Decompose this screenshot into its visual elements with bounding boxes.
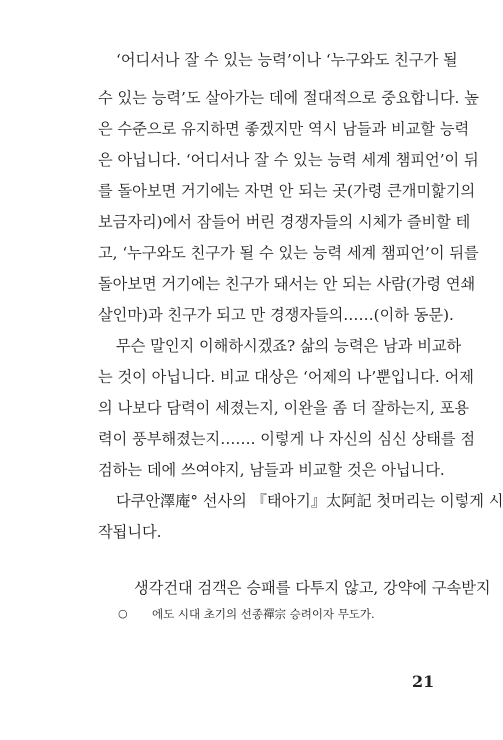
text-line-17: 생각건대 검객은 승패를 다투지 않고, 강약에 구속받지 [134,579,491,597]
text-line-5: 를 돌아보면 거기에는 자면 안 되는 곳(가령 큰개미핥기의 [98,182,476,200]
text-line-15: 다쿠안澤庵° 선사의 『태아기』太阿記 첫머리는 이렇게 시 [116,492,503,510]
text-line-8: 돌아보면 거기에는 친구가 돼서는 안 되는 사람(가령 연쇄 [98,275,476,293]
footnote-marker: ○ [118,607,128,620]
text-line-7: 고, ‘누구와도 친구가 될 수 있는 능력 세계 챔피언’이 뒤를 [98,244,479,262]
text-line-10: 무슨 말인지 이해하시겠죠? 삶의 능력은 남과 비교하 [116,337,462,355]
footnote-text: 에도 시대 초기의 선종禪宗 승려이자 무도가. [152,607,375,621]
text-line-1: ‘어디서나 잘 수 있는 능력’이나 ‘누구와도 친구가 될 [116,51,458,69]
text-line-6: 보금자리)에서 잠들어 버린 경쟁자들의 시체가 즐비할 테 [98,213,471,231]
text-line-12: 의 나보다 담력이 세졌는지, 이완을 좀 더 잘하는지, 포용 [98,399,470,417]
text-line-13: 력이 풍부해졌는지……. 이렇게 나 자신의 심신 상태를 점 [98,430,476,448]
text-line-11: 는 것이 아닙니다. 비교 대상은 ‘어제의 나’뿐입니다. 어제 [98,368,474,386]
text-line-16: 작됩니다. [98,523,162,541]
text-line-2: 수 있는 능력’도 살아가는 데에 절대적으로 중요합니다. 높 [98,89,479,107]
text-line-9: 살인마)과 친구가 되고 만 경쟁자들의……(이하 동문). [98,306,454,324]
text-line-3: 은 수준으로 유지하면 좋겠지만 역시 남들과 비교할 능력 [98,120,470,138]
text-line-4: 은 아닙니다. ‘어디서나 잘 수 있는 능력 세계 챔피언’이 뒤 [98,151,479,169]
page-number: 21 [412,672,435,691]
text-line-14: 검하는 데에 쓰여야지, 남들과 비교할 것은 아닙니다. [98,461,445,479]
